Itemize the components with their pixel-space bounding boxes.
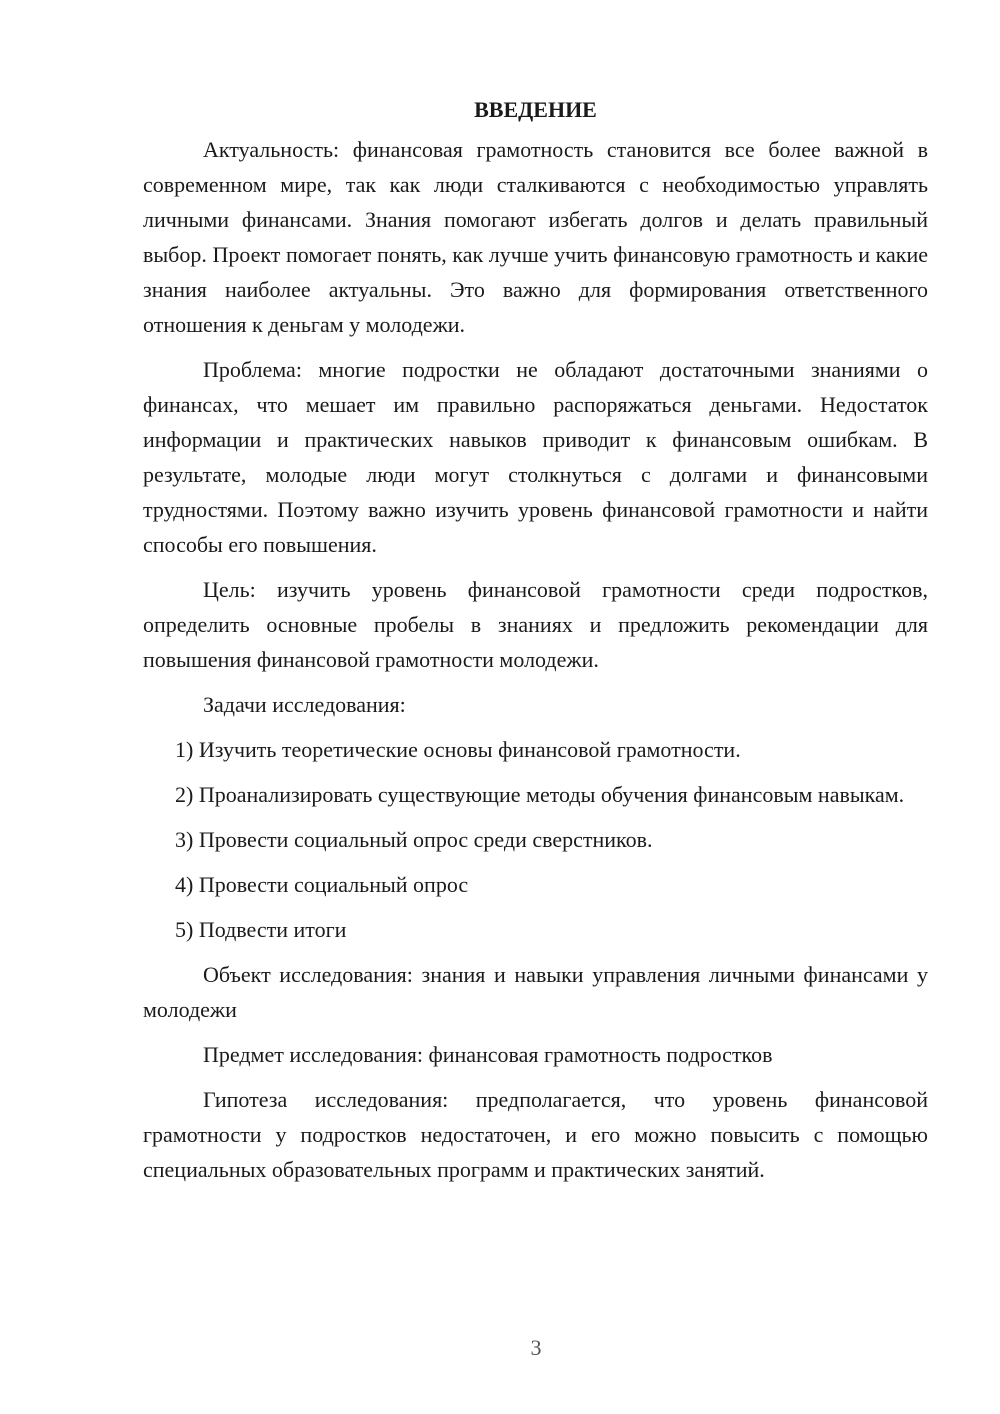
- document-title: ВВЕДЕНИЕ: [474, 97, 597, 122]
- paragraph-object: Объект исследования: знания и навыки управления личными финансами у молодежи: [143, 962, 928, 1022]
- paragraph-goal: Цель: изучить уровень финансовой грамотности среди подростков, определить основные пробелы в знаниях и предложить рекомендации для повышения финансовой грамотности молодежи.: [143, 577, 928, 672]
- tasks-heading: Задачи исследования:: [203, 692, 406, 717]
- task-item-3: 3) Провести социальный опрос среди сверстников.: [175, 827, 653, 852]
- paragraph-hypothesis: Гипотеза исследования: предполагается, что уровень финансовой грамотности у подростков недостаточен, и его можно повысить с помощью специальных образовательных программ и практических занятий.: [143, 1087, 928, 1182]
- paragraph-problem: Проблема: многие подростки не обладают достаточными знаниями о финансах, что мешает им правильно распоряжаться деньгами. Недостаток информации и практических навыков приводит к финансовым ошибкам. В результате, молодые люди могут столкнуться с долгами и финансовыми трудностями. Поэтому важно изучить уровень финансовой грамотности и найти способы его повышения.: [143, 357, 928, 557]
- paragraph-subject: Предмет исследования: финансовая грамотность подростков: [203, 1042, 773, 1067]
- page-number: 3: [530, 1335, 542, 1360]
- task-item-5: 5) Подвести итоги: [175, 917, 347, 942]
- task-item-4: 4) Провести социальный опрос: [175, 872, 469, 897]
- document-page: [143, 92, 928, 1197]
- task-item-2: 2) Проанализировать существующие методы обучения финансовым навыкам.: [175, 782, 905, 807]
- paragraph-relevance: Актуальность: финансовая грамотность становится все более важной в современном мире, так как люди сталкиваются с необходимостью управлять личными финансами. Знания помогают избегать долгов и делать правильный выбор. Проект помогает понять, как лучше учить финансовую грамотность и какие знания наиболее актуальны. Это важно для формирования ответственного отношения к деньгам у молодежи.: [143, 137, 928, 337]
- task-item-1: 1) Изучить теоретические основы финансовой грамотности.: [175, 737, 741, 762]
